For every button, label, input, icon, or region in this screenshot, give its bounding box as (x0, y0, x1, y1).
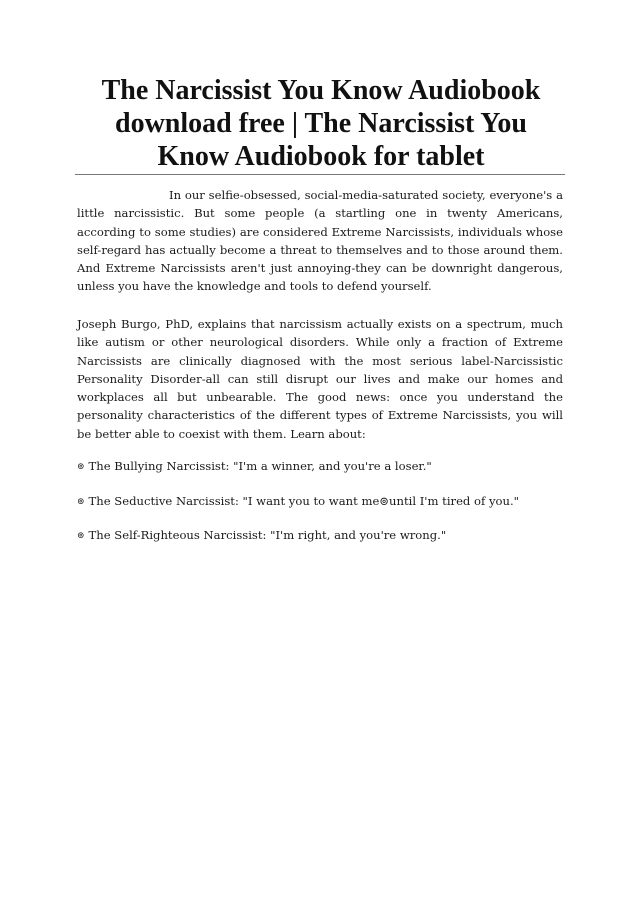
title-divider (75, 174, 565, 175)
bullet-circle-icon: ⊚ (77, 531, 85, 541)
bullet-circle-icon: ⊚ (77, 462, 85, 472)
list-item-text: The Self-Righteous Narcissist: "I'm right, and you're wrong." (88, 528, 447, 542)
author-paragraph: Joseph Burgo, PhD, explains that narcissism actually exists on a spectrum, much like autism or other neurological disorders. While only a fraction of Extreme Narcissists are clinically diagnosed with the most serious label-Narcissistic Personality Disorder-all can still disrupt our lives and make our homes and workplaces all but unbearable. The good news: once you understand the personality characteristics of the different types of Extreme Narcissists, you will be better able to coexist with them. Learn about: (77, 317, 563, 441)
bullet-circle-icon: ⊚ (77, 497, 85, 507)
list-item (77, 492, 563, 512)
list-item-text: The Seductive Narcissist: "I want you to want me⊚until I'm tired of you." (88, 494, 520, 508)
list-item (77, 457, 563, 477)
list-item-text: The Bullying Narcissist: "I'm a winner, and you're a loser." (88, 459, 432, 473)
intro-paragraph: In our selfie-obsessed, social-media-saturated society, everyone's a little narcissistic. But some people (a startling one in twenty Americans, according to some studies) are considered Extreme Narcissists, individuals whose self-regard has actually become a threat to themselves and to those around them. And Extreme Narcissists aren't just annoying-they can be downright dangerous, unless you have the knowledge and tools to defend yourself. (77, 188, 563, 294)
list-item (77, 526, 563, 546)
page-title: The Narcissist You Know Audiobook download free | The Narcissist You Know Audiobook for tablet (101, 75, 541, 172)
